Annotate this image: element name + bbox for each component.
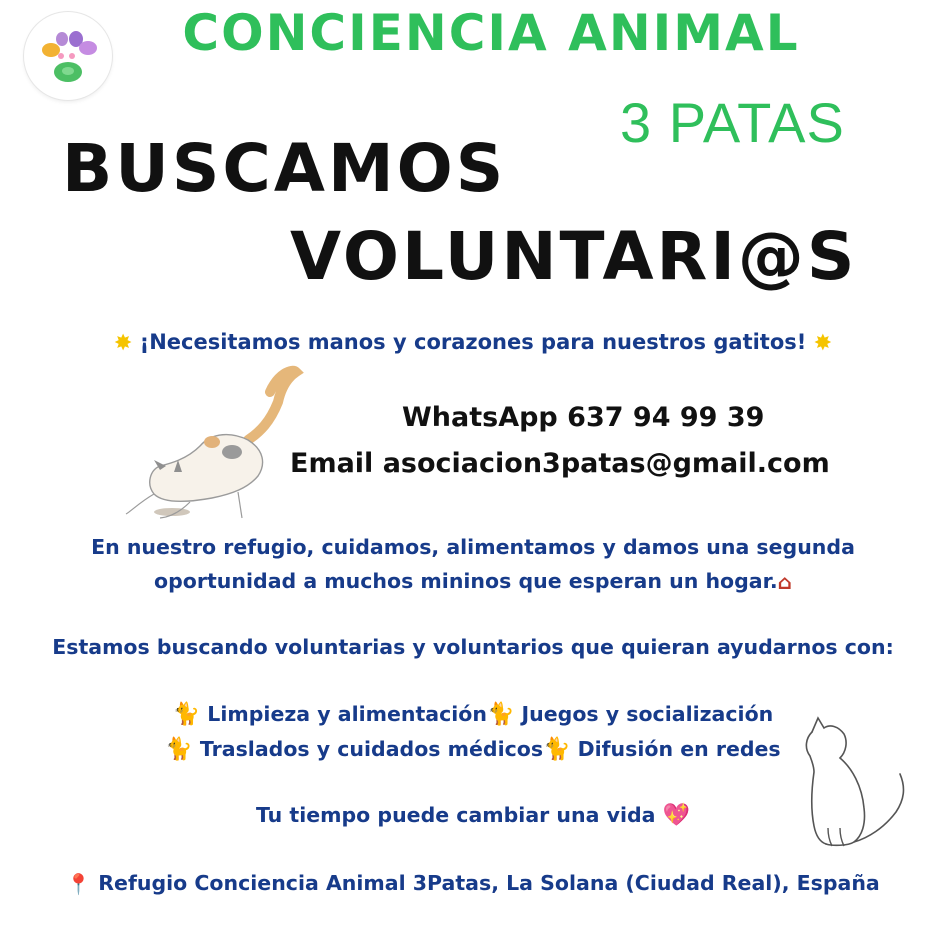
tagline-text: ¡Necesitamos manos y corazones para nuestros gatitos! xyxy=(139,330,807,354)
task-item: Juegos y socialización xyxy=(521,702,774,726)
headline-line-2: VOLUNTARI@S xyxy=(290,218,858,295)
paw-logo-icon xyxy=(24,12,112,100)
stretching-cat-illustration xyxy=(120,362,305,527)
headline-line-1: BUSCAMOS xyxy=(62,130,507,207)
tagline xyxy=(0,330,946,356)
task-item: Difusión en redes xyxy=(577,737,781,761)
intro-line-2: oportunidad a muchos mininos que esperan un hogar. xyxy=(154,569,778,593)
intro-line-1: En nuestro refugio, cuidamos, alimentamos y damos una segunda xyxy=(91,535,855,559)
closing-text: Tu tiempo puede cambiar una vida xyxy=(255,803,656,827)
heart-icon: 💖 xyxy=(662,803,691,828)
sparkle-icon: ✸ xyxy=(113,330,133,356)
cat-icon: 🐈 xyxy=(172,702,201,727)
closing-line xyxy=(0,798,946,833)
house-icon: ⌂ xyxy=(777,570,792,594)
task-item: Traslados y cuidados médicos xyxy=(199,737,544,761)
sparkle-icon: ✸ xyxy=(813,330,833,356)
call-to-action: Estamos buscando voluntarias y voluntarios que quieran ayudarnos con: xyxy=(52,635,894,659)
whatsapp-contact: WhatsApp 637 94 99 39 xyxy=(402,402,765,433)
task-item: Limpieza y alimentación xyxy=(207,702,487,726)
location-line xyxy=(0,866,946,901)
cat-icon: 🐈 xyxy=(165,737,193,762)
cat-icon: 🐈 xyxy=(543,737,571,762)
intro-paragraph xyxy=(0,530,946,599)
org-subtitle: 3 PATAS xyxy=(620,91,845,154)
org-name: CONCIENCIA ANIMAL xyxy=(182,4,800,62)
email-contact: Email asociacion3patas@gmail.com xyxy=(290,448,830,479)
pin-icon: 📍 xyxy=(66,872,92,896)
cat-icon: 🐈 xyxy=(487,702,515,727)
location-text: Refugio Conciencia Animal 3Patas, La Solana (Ciudad Real), España xyxy=(98,871,880,895)
